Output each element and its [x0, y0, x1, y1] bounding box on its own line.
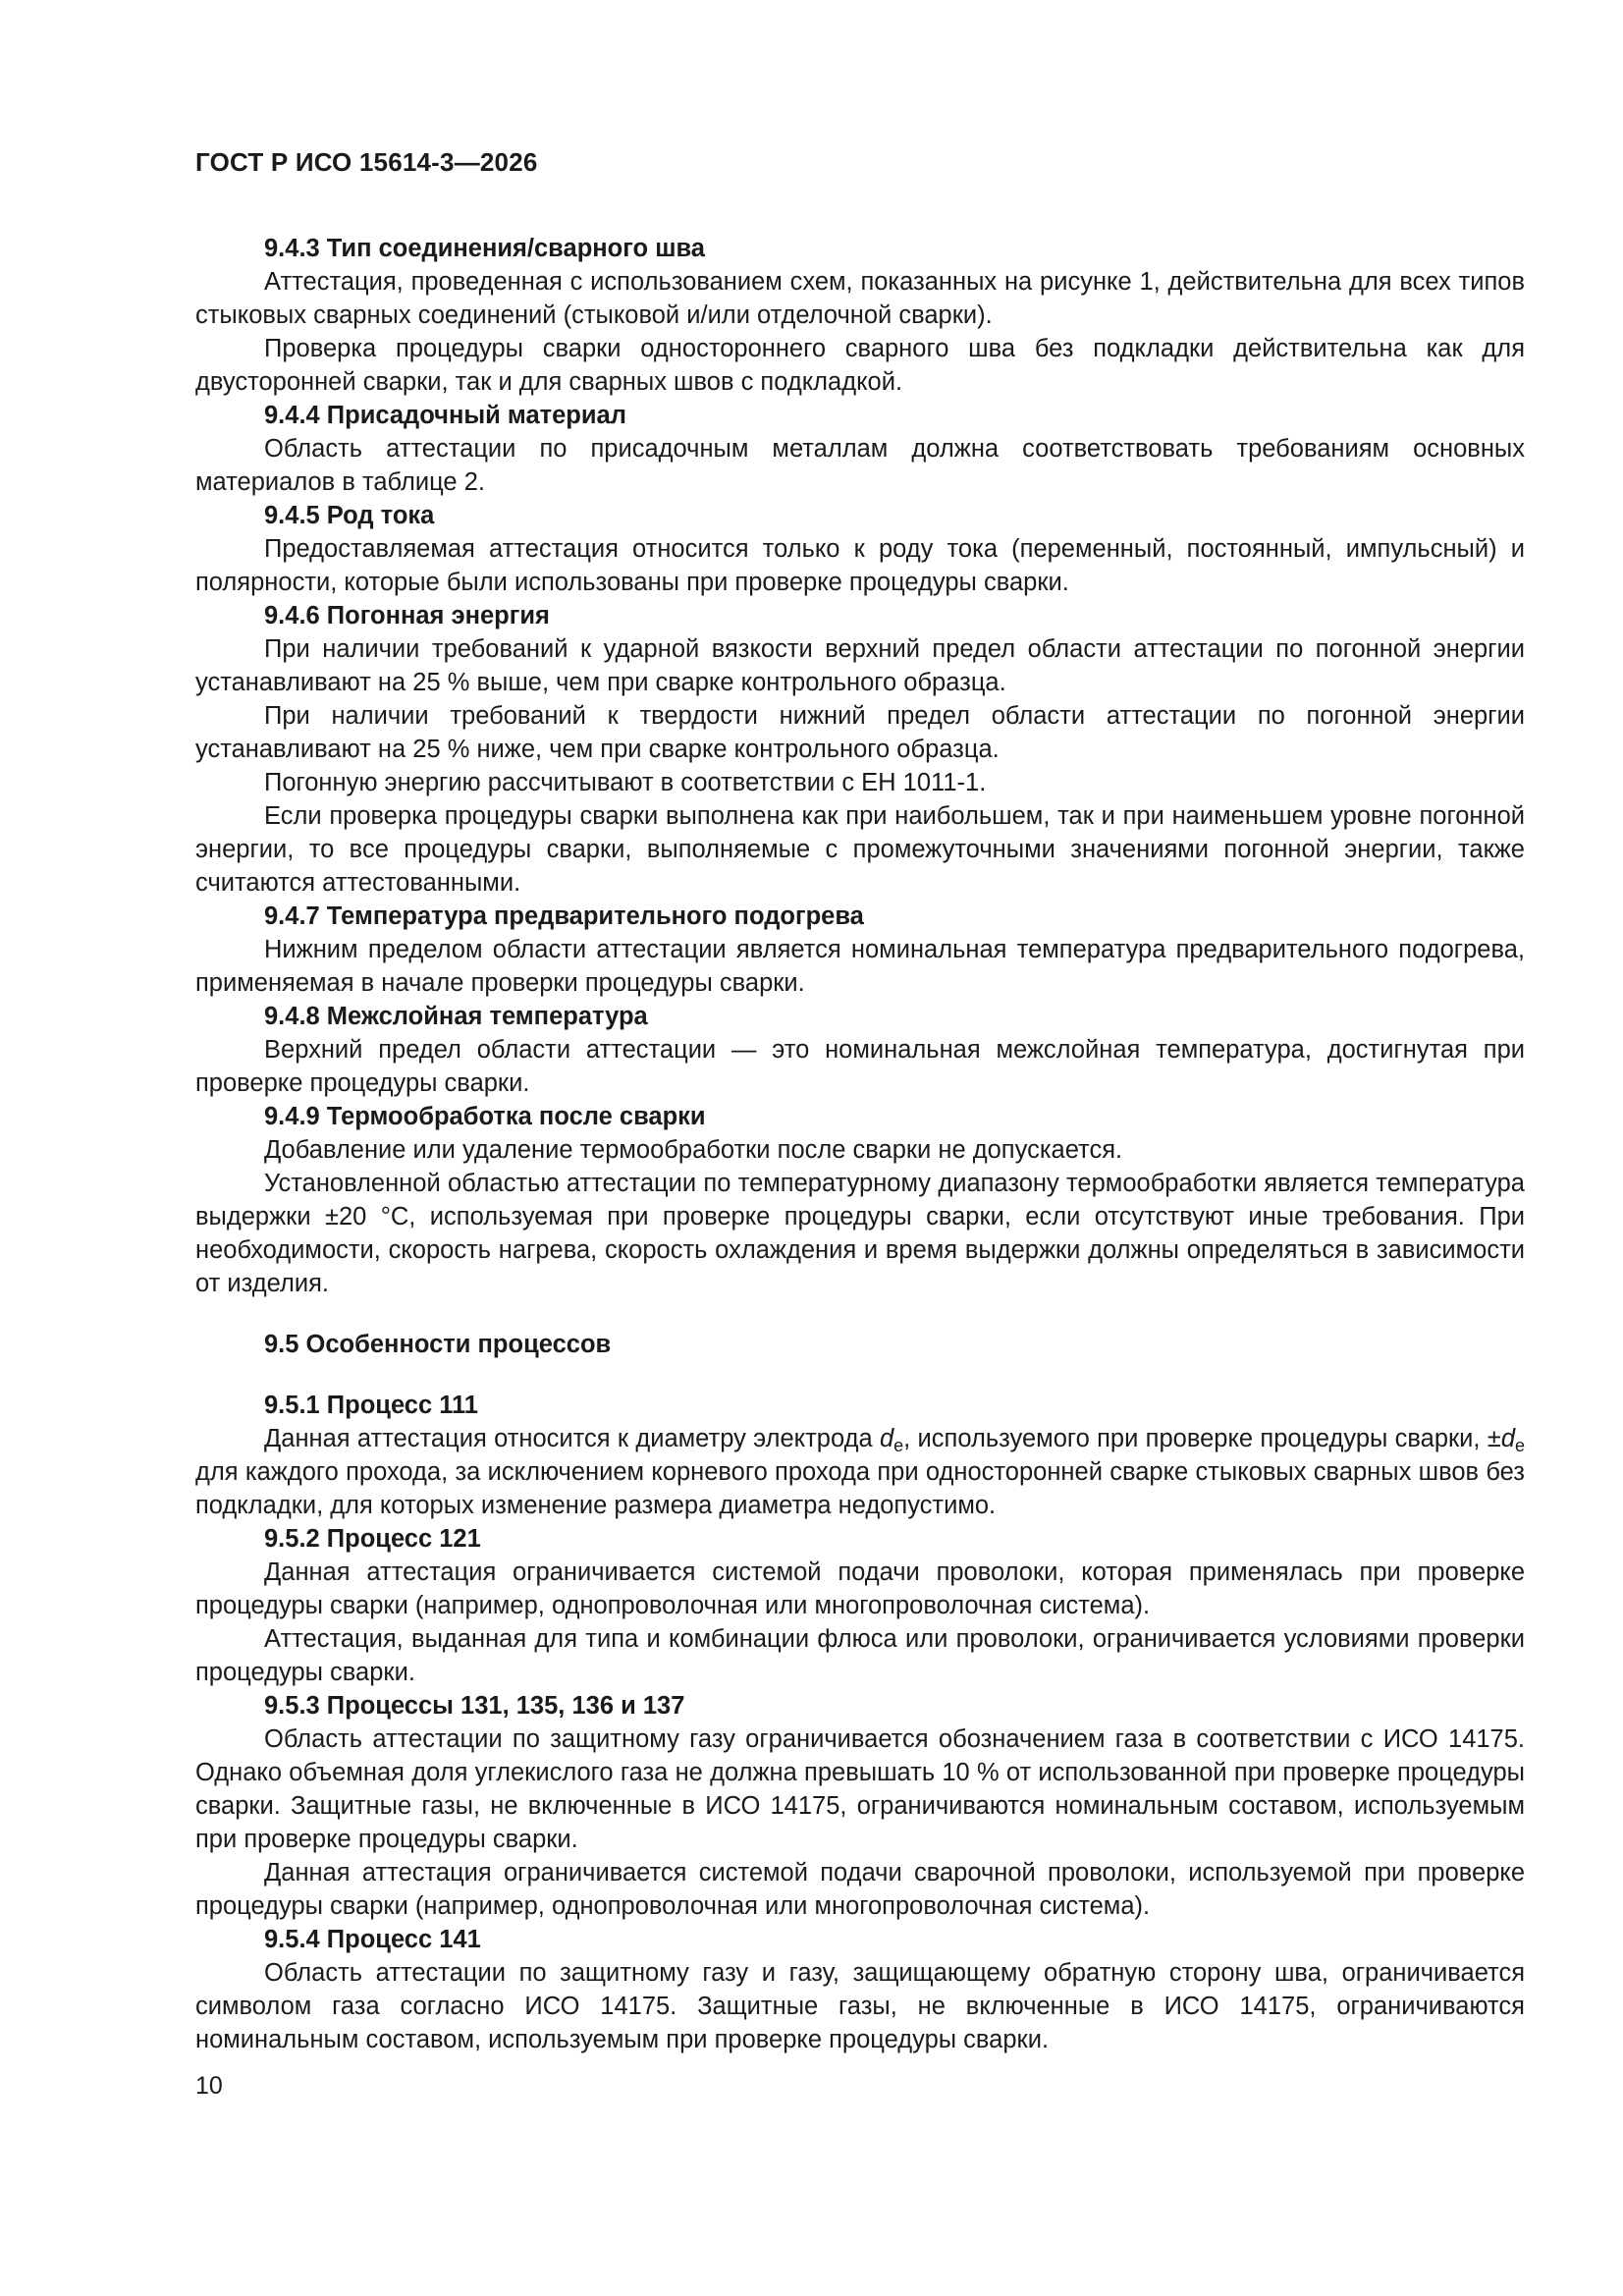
clause-heading-9-5-1: 9.5.1 Процесс 111	[264, 1392, 478, 1419]
paragraph: Данная аттестация ограничивается системой подачи сварочной проволоки, используемой при проверке процедуры сварки (например, однопроволочная или многопроволочная система).	[195, 1859, 1525, 1920]
paragraph: Аттестация, выданная для типа и комбинации флюса или проволоки, ограничивается условиями проверки процедуры сварки.	[195, 1625, 1525, 1686]
paragraph: Добавление или удаление термообработки после сварки не допускается.	[264, 1136, 1123, 1164]
subscript-e: e	[893, 1436, 904, 1455]
clause-heading-9-4-7: 9.4.7 Температура предварительного подогрева	[264, 902, 864, 930]
clause-heading-9-4-3: 9.4.3 Тип соединения/сварного шва	[264, 235, 705, 262]
paragraph	[195, 1422, 1525, 1522]
paragraph: Нижним пределом области аттестации является номинальная температура предварительного подогрева, применяемая в начале проверки процедуры сварки.	[195, 936, 1525, 997]
paragraph: Область аттестации по защитному газу ограничивается обозначением газа в соответствии с ИСО 14175. Однако объемная доля углекислого газа не должна превышать 10 % от использованной при проверке процедуры сварки. Защитные газы, не включенные в ИСО 14175, ограничиваются номинальным составом, используемым при проверке процедуры сварки.	[195, 1725, 1525, 1853]
paragraph: Проверка процедуры сварки одностороннего сварного шва без подкладки действительна как для двусторонней сварки, так и для сварных швов с подкладкой.	[195, 335, 1525, 396]
paragraph: Аттестация, проведенная с использованием схем, показанных на рисунке 1, действительна для всех типов стыковых сварных соединений (стыковой и/или отделочной сварки).	[195, 268, 1525, 329]
clause-heading-9-4-8: 9.4.8 Межслойная температура	[264, 1003, 648, 1030]
clause-heading-9-4-5: 9.4.5 Род тока	[264, 502, 435, 529]
document-body	[195, 232, 1525, 2056]
clause-heading-9-5-4: 9.5.4 Процесс 141	[264, 1926, 481, 1953]
text-run: Данная аттестация относится к диаметру электрода	[264, 1425, 880, 1452]
paragraph: Установленной областью аттестации по температурному диапазону термообработки является температура выдержки ±20 °C, используемая при проверке процедуры сварки, если отсутствуют иные требования. При необходимости, скорость нагрева, скорость охлаждения и время выдержки должны определяться в зависимости от изделия.	[195, 1170, 1525, 1297]
variable-d: d	[879, 1425, 894, 1452]
paragraph: При наличии требований к ударной вязкости верхний предел области аттестации по погонной энергии устанавливают на 25 % выше, чем при сварке контрольного образца.	[195, 635, 1525, 696]
variable-d: d	[1500, 1425, 1515, 1452]
document-header: ГОСТ Р ИСО 15614-3—2026	[195, 147, 538, 177]
clause-heading-9-4-9: 9.4.9 Термообработка после сварки	[264, 1103, 706, 1130]
section-heading-9-5: 9.5 Особенности процессов	[264, 1331, 612, 1358]
clause-heading-9-4-6: 9.4.6 Погонная энергия	[264, 602, 550, 629]
paragraph: Область аттестации по присадочным металлам должна соответствовать требованиям основных материалов в таблице 2.	[195, 435, 1525, 496]
paragraph: Верхний предел области аттестации — это номинальная межслойная температура, достигнутая при проверке процедуры сварки.	[195, 1036, 1525, 1097]
clause-heading-9-5-2: 9.5.2 Процесс 121	[264, 1525, 481, 1553]
paragraph: Область аттестации по защитному газу и газу, защищающему обратную сторону шва, ограничивается символом газа согласно ИСО 14175. Защитные газы, не включенные в ИСО 14175, ограничиваются номинальным составом, используемым при проверке процедуры сварки.	[195, 1959, 1525, 2053]
paragraph: Предоставляемая аттестация относится только к роду тока (переменный, постоянный, импульсный) и полярности, которые были использованы при проверке процедуры сварки.	[195, 535, 1525, 596]
paragraph: Если проверка процедуры сварки выполнена как при наибольшем, так и при наименьшем уровне погонной энергии, то все процедуры сварки, выполняемые с промежуточными значениями погонной энергии, также считаются аттестованными.	[195, 802, 1525, 897]
clause-heading-9-5-3: 9.5.3 Процессы 131, 135, 136 и 137	[264, 1692, 685, 1720]
paragraph: При наличии требований к твердости нижний предел области аттестации по погонной энергии устанавливают на 25 % ниже, чем при сварке контрольного образца.	[195, 702, 1525, 763]
page-number: 10	[195, 2072, 223, 2100]
subscript-e: e	[1515, 1436, 1526, 1455]
paragraph: Погонную энергию рассчитывают в соответствии с ЕН 1011-1.	[264, 769, 987, 796]
paragraph: Данная аттестация ограничивается системой подачи проволоки, которая применялась при проверке процедуры сварки (например, однопроволочная или многопроволочная система).	[195, 1558, 1525, 1619]
text-run: , используемого при проверке процедуры сварки, ±	[903, 1425, 1501, 1452]
text-run: для каждого прохода, за исключением корневого прохода при односторонней сварке стыковых сварных швов без подкладки, для которых изменение размера диаметра недопустимо.	[195, 1458, 1525, 1519]
clause-heading-9-4-4: 9.4.4 Присадочный материал	[264, 402, 626, 429]
